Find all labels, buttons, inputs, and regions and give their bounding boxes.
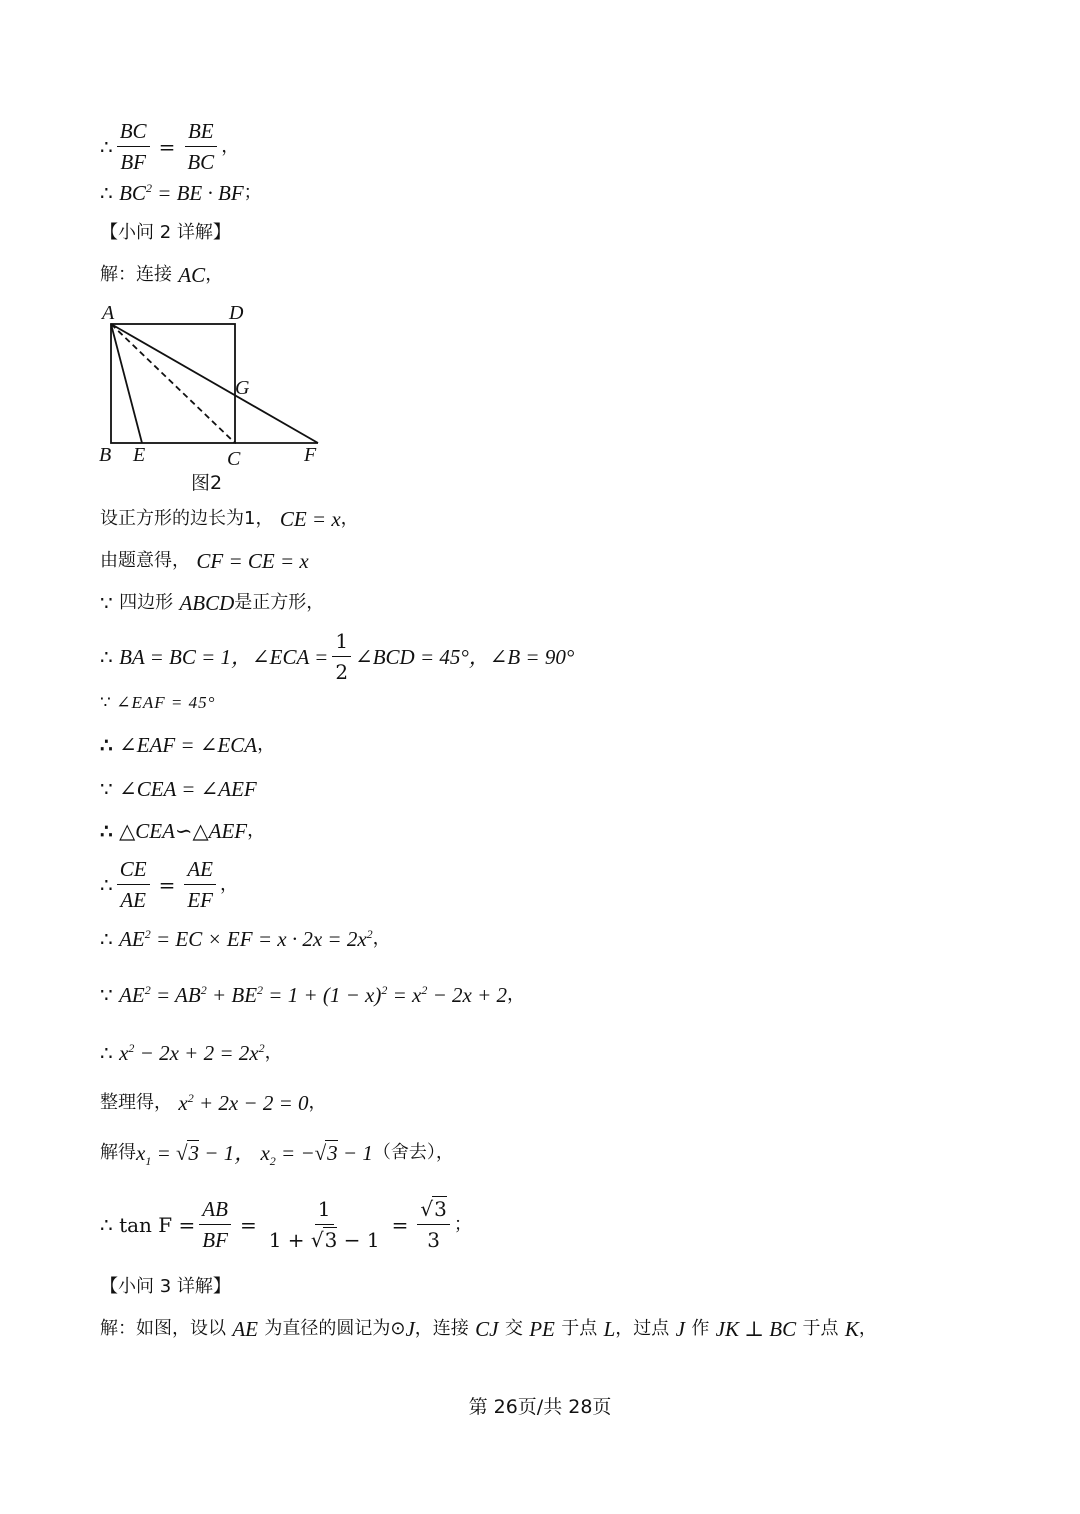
fraction-half: $\frac{1}{2}$ bbox=[332, 628, 351, 685]
figure-caption: 图2 bbox=[191, 472, 223, 494]
label-c: C bbox=[227, 448, 241, 470]
therefore-symbol: ∴ bbox=[100, 134, 113, 159]
fraction-be-bc: $\frac{BE}{BC}$ bbox=[184, 118, 217, 175]
fraction-ce-ae: $\frac{CE}{AE}$ bbox=[117, 856, 150, 913]
label-a: A bbox=[102, 302, 115, 324]
equation-cea-aef: ∵ ∠CEA = ∠AEF bbox=[100, 777, 257, 801]
equation-bc-squared: ∴ $BC^2$ = BE · BF ； bbox=[100, 181, 262, 205]
label-g: G bbox=[235, 377, 250, 399]
segment-ae bbox=[111, 324, 142, 443]
page-footer: 第 26页/共 28页 bbox=[468, 1396, 612, 1418]
equation-ratio-bc: ∴ $\frac{BC}{BF}$ = $\frac{BE}{BC}$ ， bbox=[100, 119, 240, 174]
equation-ae-squared-1: ∴ $AE^2$ = EC × EF = $x \cdot 2x = 2x^2$ ， bbox=[100, 927, 391, 951]
equation-angles: ∴ BA = BC = 1，∠ECA = $\frac{1}{2}$ ∠BCD = 45°，∠B = 90° bbox=[100, 629, 575, 684]
text-connect-ac: 解：连接 AC ， bbox=[100, 263, 224, 287]
fraction-1-over-sum: $\frac{1}{1 + √3 - 1}$ bbox=[268, 1197, 380, 1252]
equation-x-quadratic: ∴ $x^2 - 2x + 2 = 2x^2$ ， bbox=[100, 1041, 283, 1065]
text-circle-setup: 解：如图，设以 AE 为直径的圆记为⊙ J ，连接 CJ 交 PE 于点 L ，过点 J 作 JK ⊥ BC 于点 K ， bbox=[100, 1317, 877, 1341]
section-heading-q2: 【小问 2 详解】 bbox=[100, 222, 231, 243]
fraction-ae-ef: $\frac{AE}{EF}$ bbox=[184, 856, 216, 913]
text-square: ∵ 四边形 ABCD 是正方形， bbox=[100, 591, 325, 615]
equation-eaf-eca: ∴ ∠EAF = ∠ECA ， bbox=[100, 733, 276, 757]
equation-ae-squared-2: ∵ $AE^2 = AB^2 + BE^2 = 1 + (1 - x)^2 = x^2 - 2x + 2$ ， bbox=[100, 983, 526, 1007]
text-side-length: 设正方形的边长为1， CE = x ， bbox=[100, 507, 359, 531]
section-heading-q3: 【小问 3 详解】 bbox=[100, 1276, 231, 1297]
segment-af bbox=[111, 324, 318, 443]
equation-tan-f: ∴ tan F = $\frac{AB}{BF}$ = $\frac{1}{1 + √3 - 1}$ = $\frac{√3}{3}$ ； bbox=[100, 1197, 472, 1252]
fraction-sqrt3-over-3: $\frac{√3}{3}$ bbox=[417, 1196, 449, 1253]
segment-ac-dashed bbox=[111, 324, 235, 443]
fraction-ab-bf: $\frac{AB}{BF}$ bbox=[199, 1196, 231, 1253]
label-b: B bbox=[99, 444, 112, 466]
equation-similar: ∴ △CEA∽△AEF ， bbox=[100, 819, 266, 843]
geometry-figure-2 bbox=[96, 298, 336, 470]
text-given: 由题意得， CF = CE = x bbox=[100, 549, 309, 573]
label-e: E bbox=[133, 444, 146, 466]
equation-ratio-ce: ∴ $\frac{CE}{AE}$ = $\frac{AE}{EF}$ ， bbox=[100, 857, 238, 912]
label-d: D bbox=[229, 302, 244, 324]
text-solutions: 解得 $x_1 = √3 - 1$， $x_2 = -√3 - 1$ （舍去）， bbox=[100, 1141, 454, 1169]
label-f: F bbox=[304, 444, 317, 466]
fraction-bc-bf: $\frac{BC}{BF}$ bbox=[117, 118, 150, 175]
equation-eaf-45: ∵ ∠EAF = 45° bbox=[100, 693, 216, 713]
text-simplify: 整理得， $x^2 + 2x - 2 = 0$ ， bbox=[100, 1091, 327, 1115]
